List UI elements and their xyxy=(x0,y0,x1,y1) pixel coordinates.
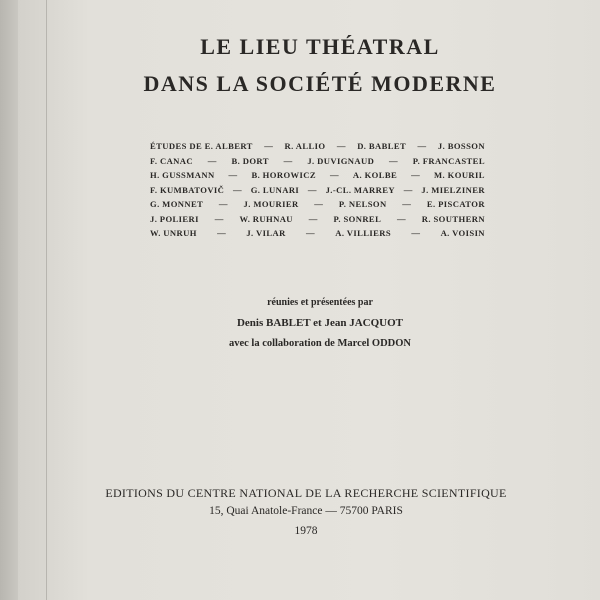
contributor-name: B. HOROWICZ xyxy=(251,170,317,180)
publisher-address: 15, Quai Anatole-France — 75700 PARIS xyxy=(209,505,403,517)
dash-separator: — xyxy=(402,199,412,209)
dash-separator: — xyxy=(411,170,421,180)
contributor-name: R. SOUTHERN xyxy=(421,213,485,224)
dash-separator: — xyxy=(308,213,318,224)
dash-separator: — xyxy=(232,184,242,195)
contributor-name: P. FRANCASTEL xyxy=(412,155,485,166)
contributor-name: J. DUVIGNAUD xyxy=(307,155,375,166)
book-title-line-1: LE LIEU THÉATRAL xyxy=(200,34,440,59)
contributor-name: A. VILLIERS xyxy=(335,228,392,238)
contributor-name: J. MIELZINER xyxy=(421,184,485,195)
contributor-name: J. VILAR xyxy=(246,228,286,238)
dash-separator: — xyxy=(214,213,224,224)
contributor-name: H. GUSSMANN xyxy=(150,170,215,180)
dash-separator: — xyxy=(228,170,238,180)
contributor-name: A. KOLBE xyxy=(352,170,398,180)
contributors-list xyxy=(150,139,485,241)
contributors-row xyxy=(150,168,485,183)
contributor-name: J. MOURIER xyxy=(243,199,299,209)
contributors-row xyxy=(150,197,485,212)
contributor-name: J. BOSSON xyxy=(437,141,485,151)
book-title-line-2: DANS LA SOCIÉTÉ MODERNE xyxy=(143,71,497,96)
contributor-name: E. PISCATOR xyxy=(426,199,485,209)
contributors-row xyxy=(150,226,485,241)
contributor-name: F. CANAC xyxy=(150,155,193,166)
dash-separator: — xyxy=(314,199,324,209)
editors-intro: réunies et présentées par xyxy=(267,297,373,308)
contributor-name: W. RUHNAU xyxy=(239,213,293,224)
contributor-name: J.-CL. MARREY xyxy=(325,184,395,195)
contributors-row xyxy=(150,139,485,154)
dash-separator: — xyxy=(307,184,317,195)
contributors-row xyxy=(150,154,485,169)
dash-separator: — xyxy=(329,170,339,180)
dash-separator: — xyxy=(207,155,217,166)
contributors-row xyxy=(150,183,485,198)
contributor-name: M. KOURIL xyxy=(434,170,485,180)
dash-separator: — xyxy=(283,155,293,166)
publisher-name: EDITIONS DU CENTRE NATIONAL DE LA RECHERCHE SCIENTIFIQUE xyxy=(105,486,507,500)
dash-separator: — xyxy=(417,141,427,151)
contributor-name: R. ALLIO xyxy=(284,141,326,151)
contributor-name: P. NELSON xyxy=(338,199,387,209)
editors-names: Denis BABLET et Jean JACQUOT xyxy=(236,317,404,329)
contributor-name: D. BABLET xyxy=(357,141,407,151)
collaboration-credit: avec la collaboration de Marcel ODDON xyxy=(228,338,412,349)
contributor-name: P. SONREL xyxy=(333,213,382,224)
dash-separator: — xyxy=(217,228,227,238)
contributors-row xyxy=(150,212,485,227)
dash-separator: — xyxy=(388,155,398,166)
contributor-name: J. POLIERI xyxy=(150,213,199,224)
dash-separator: — xyxy=(397,213,406,224)
publication-year: 1978 xyxy=(294,525,318,537)
contributor-name: G. LUNARI xyxy=(250,184,300,195)
contributor-name: W. UNRUH xyxy=(150,228,197,238)
dash-separator: — xyxy=(336,141,346,151)
contributor-name: ÉTUDES DE E. ALBERT xyxy=(150,141,253,151)
contributor-name: G. MONNET xyxy=(150,199,204,209)
dash-separator: — xyxy=(411,228,421,238)
contributor-name: F. KUMBATOVIČ xyxy=(150,184,225,195)
dash-separator: — xyxy=(403,184,413,195)
contributor-name: B. DORT xyxy=(231,155,269,166)
dash-separator: — xyxy=(218,199,228,209)
dash-separator: — xyxy=(264,141,274,151)
contributor-name: A. VOISIN xyxy=(440,228,485,238)
dash-separator: — xyxy=(305,228,315,238)
